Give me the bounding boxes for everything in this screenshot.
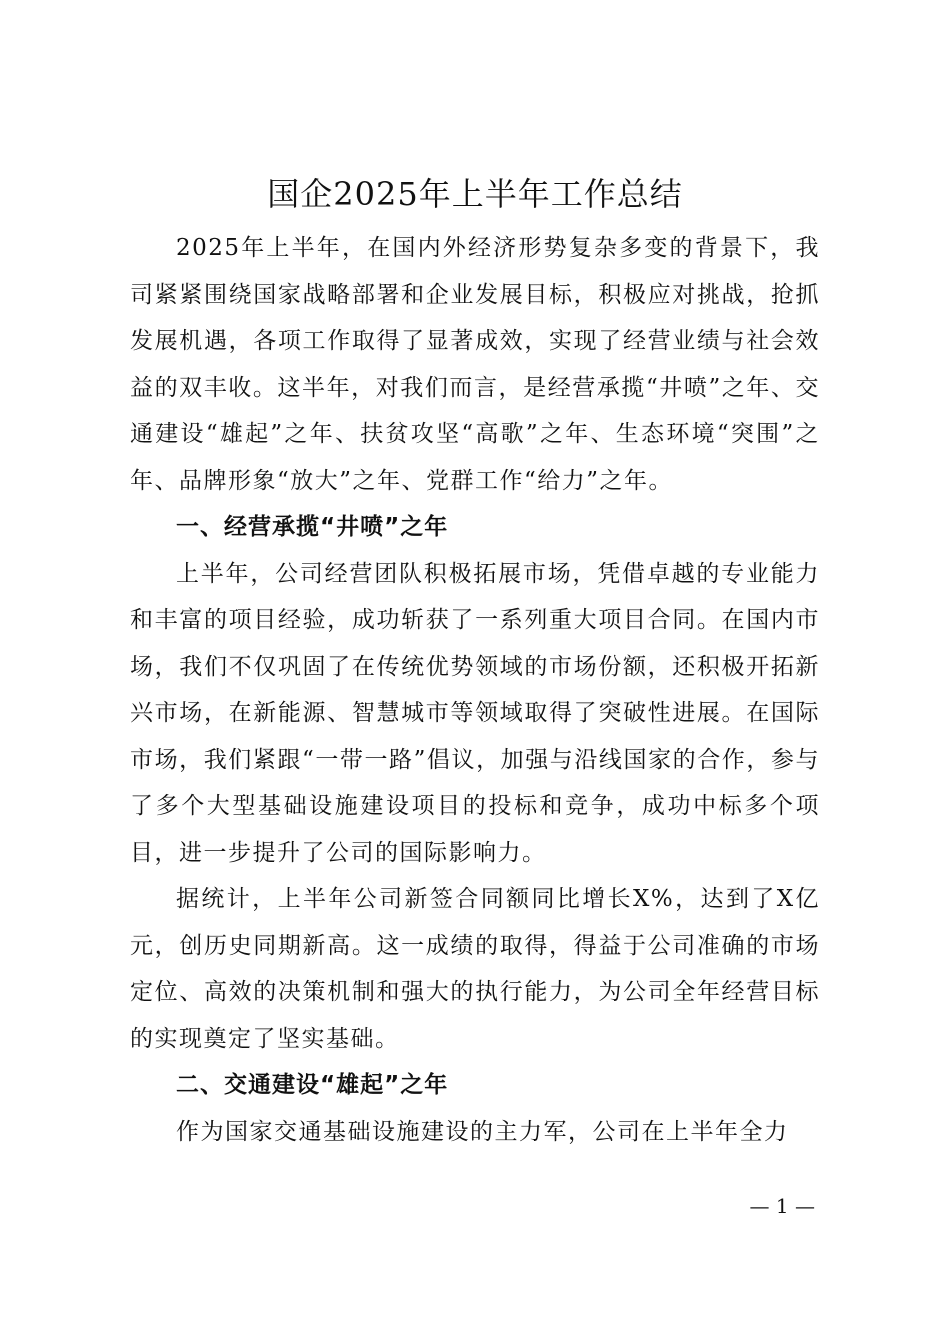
page-number: — 1 — — [749, 1194, 815, 1218]
section-heading-1: 一、经营承揽“井喷”之年 — [176, 514, 449, 540]
section-1-paragraph-2: 据统计，上半年公司新签合同额同比增长X%，达到了X亿元，创历史同期新高。这一成绩的取得，得益于公司准确的市场定位、高效的决策机制和强大的执行能力，为公司全年经营目标的实现奠定了坚实基础。 — [130, 886, 820, 1052]
intro-paragraph: 2025年上半年，在国内外经济形势复杂多变的背景下，我司紧紧围绕国家战略部署和企业发展目标，积极应对挑战，抢抓发展机遇，各项工作取得了显著成效，实现了经营业绩与社会效益的双丰收。这半年，对我们而言，是经营承揽“井喷”之年、交通建设“雄起”之年、扶贫攻坚“高歌”之年、生态环境“突围”之年、品牌形象“放大”之年、党群工作“给力”之年。 — [130, 235, 820, 494]
section-heading-2: 二、交通建设“雄起”之年 — [176, 1072, 449, 1098]
document-title: 国企2025年上半年工作总结 — [267, 175, 683, 213]
document-body — [130, 225, 820, 1155]
section-1-paragraph-1: 上半年，公司经营团队积极拓展市场，凭借卓越的专业能力和丰富的项目经验，成功斩获了一系列重大项目合同。在国内市场，我们不仅巩固了在传统优势领域的市场份额，还积极开拓新兴市场，在新能源、智慧城市等领域取得了突破性进展。在国际市场，我们紧跟“一带一路”倡议，加强与沿线国家的合作，参与了多个大型基础设施建设项目的投标和竞争，成功中标多个项目，进一步提升了公司的国际影响力。 — [130, 560, 820, 866]
section-2-paragraph-1: 作为国家交通基础设施建设的主力军，公司在上半年全力 — [176, 1118, 789, 1145]
